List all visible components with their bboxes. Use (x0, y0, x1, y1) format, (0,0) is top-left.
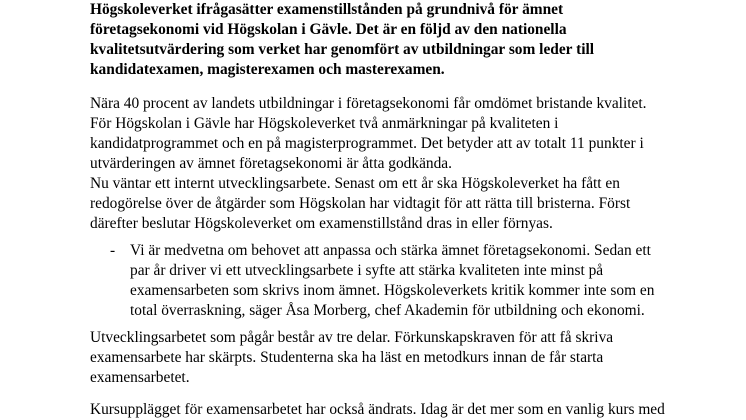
body-paragraph-development (90, 174, 630, 234)
quote-line: total överraskning, säger Åsa Morberg, chef Akademin för utbildning och ekonomi. (130, 302, 645, 319)
list-dash: - (110, 242, 116, 259)
paragraph-line: För Högskolan i Gävle har Högskoleverket två anmärkningar på kvaliteten i (90, 115, 559, 132)
lead-paragraph (90, 0, 594, 80)
paragraph-line: Nära 40 procent av landets utbildningar i företagsekonomi får omdömet bristande kvalitet. (90, 95, 647, 112)
lead-line: kvalitetsutvärdering som verket har genomfört av utbildningar som leder till (90, 41, 595, 58)
paragraph-line: redogörelse över de åtgärder som Högskolan har vidtagit för att rätta till bristerna. Först (90, 195, 631, 212)
lead-line: Högskoleverket ifrågasätter examenstillstånden på grundnivå för ämnet (90, 1, 564, 18)
quote-line: examensarbeten som skrivs inom ämnet. Högskoleverkets kritik kommer inte som en (130, 282, 655, 299)
lead-line: företagsekonomi vid Högskolan i Gävle. Det är en följd av den nationella (90, 21, 567, 38)
paragraph-line: därefter beslutar Högskoleverket om examenstillstånd dras in eller förnyas. (90, 215, 553, 232)
body-paragraph-course (90, 400, 665, 420)
paragraph-line: examensarbete har skärpts. Studenterna ska ha läst en metodkurs innan de får starta (90, 349, 604, 366)
body-paragraph-quality (90, 94, 646, 174)
paragraph-line: Utvecklingsarbetet som pågår består av tre delar. Förkunskapskraven för att få skriva (90, 329, 614, 346)
quote-line: Vi är medvetna om behovet att anpassa och stärka ämnet företagsekonomi. Sedan ett (130, 242, 651, 259)
quote-text (130, 241, 654, 321)
paragraph-line: utvärderingen av ämnet företagsekonomi är åtta godkända. (90, 155, 452, 172)
paragraph-line: Kursupplägget för examensarbetet har också ändrats. Idag är det mer som en vanlig kurs med (90, 401, 665, 418)
lead-line: kandidatexamen, magisterexamen och masterexamen. (90, 61, 445, 78)
paragraph-line: Nu väntar ett internt utvecklingsarbete. Senast om ett år ska Högskoleverket ha fått en (90, 175, 620, 192)
paragraph-line: examensarbetet. (90, 369, 190, 386)
quote-line: par år driver vi ett utvecklingsarbete i syfte att stärka kvaliteten inte minst på (130, 262, 604, 279)
body-paragraph-parts (90, 328, 613, 388)
paragraph-line: kandidatprogrammet och en på magisterprogrammet. Det betyder att av totalt 11 punkter i (90, 135, 644, 152)
